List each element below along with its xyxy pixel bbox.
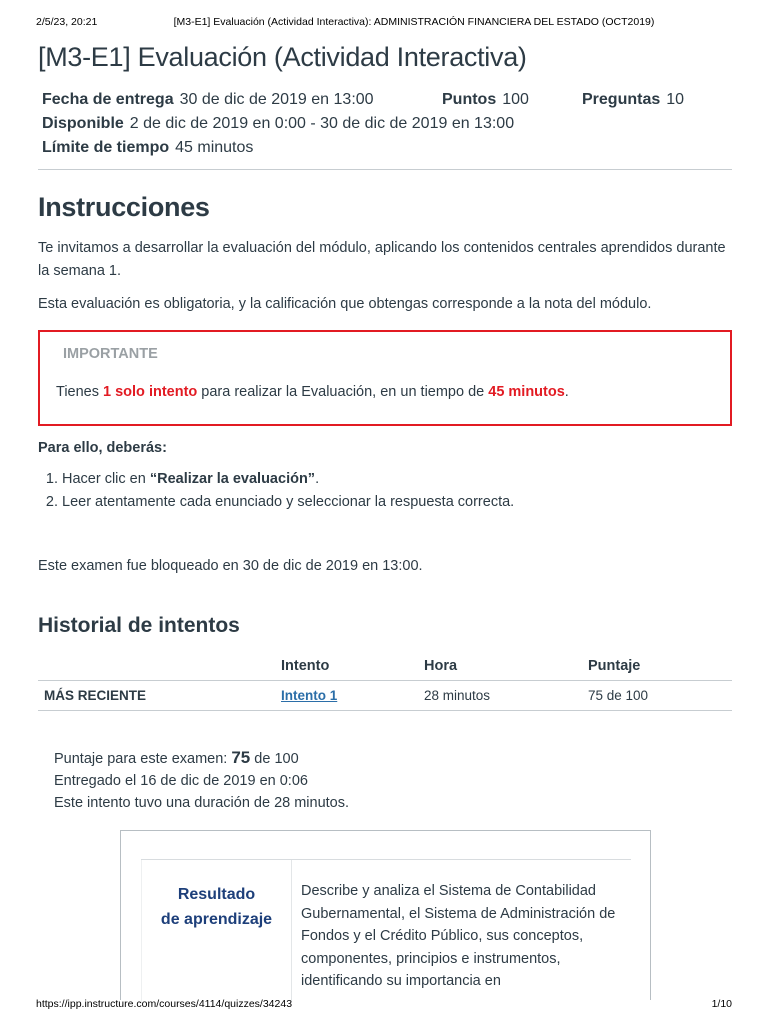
duration-line: Este intento tuvo una duración de 28 minutos. [54,795,350,811]
learning-outcome-table [141,859,631,1001]
attempt-score: 75 de 100 [588,681,732,711]
important-label: IMPORTANTE [63,346,158,362]
table-header-row [38,652,732,681]
quiz-page [38,40,732,814]
score-value: 75 [231,748,251,767]
steps-intro: Para ello, deberás: [38,440,167,456]
attempt-summary [54,747,732,814]
attempt-time: 28 minutos [424,681,588,711]
table-row [38,681,732,711]
important-text-pre: Tienes [56,384,104,400]
learning-outcome-text: Describe y analiza el Sistema de Contabilidad Gubernamental, el Sistema de Administración de Fondos y el Crédito Público, sus conceptos, componentes, principios e instrumentos, identificando su importancia en [301,883,616,989]
important-text-post: . [564,384,569,400]
score-post: de 100 [250,751,299,767]
learning-outcome-label [141,860,292,1002]
attempt-link[interactable]: Intento 1 [281,688,338,703]
important-text-mid: para realizar la Evaluación, en un tiempo de [197,384,489,400]
print-title: [M3-E1] Evaluación (Actividad Interactiva): ADMINISTRACIÓN FINANCIERA DEL ESTADO (OCT2019) [173,16,655,28]
points-label: Puntos [442,91,497,108]
history-heading: Historial de intentos [38,614,240,637]
quiz-title: [M3-E1] Evaluación (Actividad Interactiva) [38,42,527,72]
available-label: Disponible [42,115,124,132]
points-value: 100 [502,91,529,108]
time-limit-label: Límite de tiempo [42,139,170,156]
quiz-details [38,88,732,170]
learning-outcome-frame [120,830,651,1000]
important-text [56,384,708,400]
column-header: Puntaje [588,652,732,681]
step-item [62,468,732,491]
step-text: Hacer clic en [62,471,150,487]
step-item: 2. Leer atentamente cada enunciado y seleccionar la respuesta correcta. [62,491,732,514]
row-label: MÁS RECIENTE [38,681,281,711]
attempts-table [38,652,732,711]
due-label: Fecha de entrega [42,91,174,108]
attempt-count-highlight: 1 solo intento [103,384,198,400]
score-line [54,747,732,770]
score-pre: Puntaje para este examen: [54,751,232,767]
outcome-label-line: de aprendizaje [160,911,273,928]
outcome-label-line: Resultado [177,886,256,903]
instructions-heading: Instrucciones [38,192,210,222]
column-header: Hora [424,652,588,681]
column-header [38,652,281,681]
questions-label: Preguntas [582,91,661,108]
column-header: Intento [281,652,424,681]
questions-value: 10 [666,91,685,108]
important-notice [38,330,732,426]
time-highlight: 45 minutos [488,384,565,400]
instructions-paragraph: Te invitamos a desarrollar la evaluación del módulo, aplicando los contenidos centrales aprendidos durante la semana 1. [38,240,726,279]
available-value: 2 de dic de 2019 en 0:00 - 30 de dic de 2019 en 13:00 [129,115,515,132]
print-datetime: 2/5/23, 20:21 [36,16,98,28]
time-limit-value: 45 minutos [175,139,254,156]
steps-list [38,468,732,514]
submitted-line: Entregado el 16 de dic de 2019 en 0:06 [54,773,308,789]
print-url: https://ipp.instructure.com/courses/4114/quizzes/34243 [36,998,293,1010]
page-number: 1/10 [711,998,732,1010]
step-text-post: . [315,471,320,487]
due-value: 30 de dic de 2019 en 13:00 [179,91,374,108]
step-bold: “Realizar la evaluación” [149,471,316,487]
instructions-paragraph: Esta evaluación es obligatoria, y la calificación que obtengas corresponde a la nota del módulo. [38,296,652,312]
locked-notice: Este examen fue bloqueado en 30 de dic de 2019 en 13:00. [38,558,423,574]
